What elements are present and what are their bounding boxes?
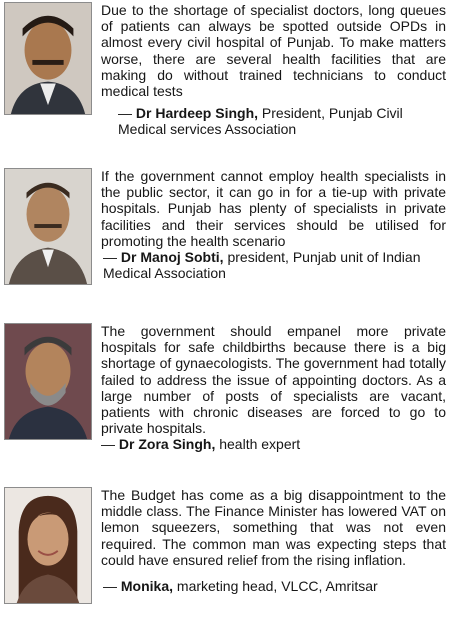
attribution-dash: —	[118, 105, 132, 122]
speaker-role: President, Punjab Civil Medical services Association	[118, 105, 403, 138]
attribution-dash: —	[103, 578, 117, 595]
portrait-photo-hardeep-singh	[4, 2, 92, 115]
portrait-photo-monika	[4, 487, 92, 604]
quote-text: The government should empanel more private hospitals for safe childbirths because there is a big shortage of gynaecologists. The government had totally failed to address the issue of appointing doctors. As a large number of posts of specialists are vacant, patients with chronic diseases are forced to go to private hospitals.	[101, 323, 446, 437]
quote-text: If the government cannot employ health specialists in the public sector, it can go in for a tie-up with private hospitals. Punjab has plenty of specialists in private facilities and their services should be utilised for promoting the health scenario	[101, 168, 446, 249]
quote-block-manoj-sobti	[0, 168, 450, 285]
quote-block-monika	[0, 487, 450, 604]
portrait-photo-manoj-sobti	[4, 168, 92, 285]
speaker-role: marketing head, VLCC, Amritsar	[176, 578, 378, 595]
speaker-name: Monika,	[120, 578, 174, 595]
quote-text: Due to the shortage of specialist doctors, long queues of patients can always be spotted outside OPDs in almost every civil hospital of Punjab. To make matters worse, there are several health facilities that are making do without trained technicians to conduct medical tests	[101, 2, 446, 100]
quote-text: The Budget has come as a big disappointment to the middle class. The Finance Minister has lowered VAT on lemon squeezers, something that was not even required. The common man was expecting steps that could have ensured relief from the rising inflation.	[101, 487, 446, 568]
speaker-role: health expert	[219, 436, 301, 453]
speaker-name: Dr Hardeep Singh,	[135, 105, 259, 122]
quote-block-zora-singh	[0, 323, 450, 453]
speaker-name: Dr Manoj Sobti,	[120, 249, 224, 266]
quote-block-hardeep-singh	[0, 2, 450, 138]
attribution-dash: —	[103, 249, 117, 266]
portrait-photo-zora-singh	[4, 323, 92, 440]
speaker-name: Dr Zora Singh,	[118, 436, 216, 453]
attribution-dash: —	[101, 436, 115, 453]
speaker-role: president, Punjab unit of Indian Medical Association	[103, 249, 421, 282]
